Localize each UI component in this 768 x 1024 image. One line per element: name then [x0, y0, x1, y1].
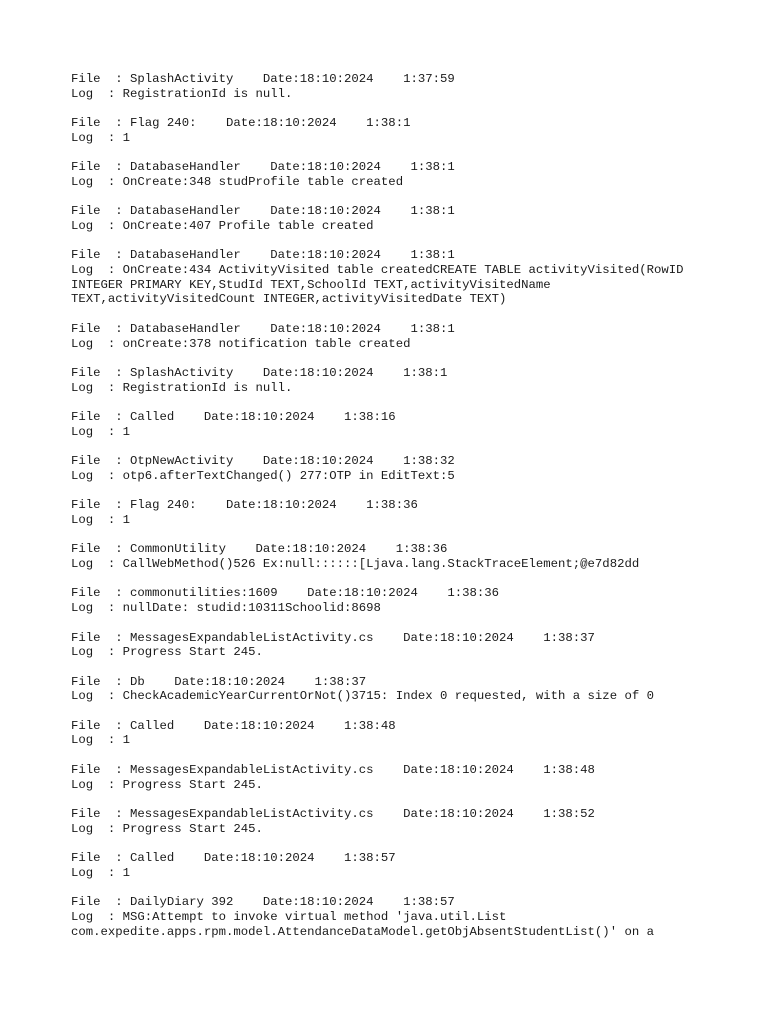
log-message-line: Log : Progress Start 245.	[71, 821, 263, 836]
log-entry	[71, 895, 751, 939]
log-message-line: Log : 1	[71, 733, 131, 748]
log-entry	[71, 72, 751, 101]
log-message-line: Log : OnCreate:348 studProfile table created	[71, 174, 404, 189]
log-entry	[71, 851, 751, 880]
log-entry	[71, 410, 751, 439]
log-document	[71, 72, 751, 939]
log-entry	[71, 586, 751, 615]
log-message-line: INTEGER PRIMARY KEY,StudId TEXT,SchoolId TEXT,activityVisitedName	[71, 277, 551, 292]
log-message-line: Log : 1	[71, 512, 131, 527]
log-message-line: Log : OnCreate:407 Profile table created	[71, 218, 374, 233]
log-entry	[71, 116, 751, 145]
log-entry	[71, 160, 751, 189]
log-file-line: File : MessagesExpandableListActivity.cs Date:18:10:2024 1:38:52	[71, 806, 595, 821]
log-file-line: File : CommonUtility Date:18:10:2024 1:38:36	[71, 542, 448, 557]
log-message-line: Log : nullDate: studid:10311Schoolid:8698	[71, 601, 381, 616]
log-message-line: Log : Progress Start 245.	[71, 777, 263, 792]
log-file-line: File : SplashActivity Date:18:10:2024 1:37:59	[71, 72, 455, 86]
log-entry-list	[71, 72, 751, 939]
log-message-line: com.expedite.apps.rpm.model.AttendanceDataModel.getObjAbsentStudentList()' on a	[71, 924, 654, 939]
log-entry	[71, 366, 751, 395]
log-message-line: Log : MSG:Attempt to invoke virtual method 'java.util.List	[71, 909, 507, 924]
log-entry	[71, 763, 751, 792]
log-message-line: Log : 1	[71, 130, 131, 145]
log-file-line: File : Flag 240: Date:18:10:2024 1:38:36	[71, 498, 418, 513]
log-file-line: File : DatabaseHandler Date:18:10:2024 1:38:1	[71, 248, 455, 263]
log-file-line: File : Called Date:18:10:2024 1:38:48	[71, 718, 396, 733]
log-entry	[71, 719, 751, 748]
log-message-line: Log : onCreate:378 notification table created	[71, 336, 411, 351]
log-entry	[71, 498, 751, 527]
log-file-line: File : MessagesExpandableListActivity.cs Date:18:10:2024 1:38:48	[71, 762, 595, 777]
log-message-line: Log : 1	[71, 424, 131, 439]
log-message-line: Log : RegistrationId is null.	[71, 86, 293, 101]
log-entry	[71, 542, 751, 571]
log-entry	[71, 631, 751, 660]
log-message-line: Log : CheckAcademicYearCurrentOrNot()3715: Index 0 requested, with a size of 0	[71, 689, 654, 704]
log-entry	[71, 322, 751, 351]
log-file-line: File : DailyDiary 392 Date:18:10:2024 1:38:57	[71, 895, 455, 910]
log-entry	[71, 675, 751, 704]
log-message-line: Log : Progress Start 245.	[71, 645, 263, 660]
log-message-line: Log : otp6.afterTextChanged() 277:OTP in EditText:5	[71, 468, 455, 483]
log-message-line: Log : OnCreate:434 ActivityVisited table createdCREATE TABLE activityVisited(RowID	[71, 263, 684, 278]
log-file-line: File : DatabaseHandler Date:18:10:2024 1:38:1	[71, 160, 455, 175]
log-message-line: TEXT,activityVisitedCount INTEGER,activityVisitedDate TEXT)	[71, 292, 507, 307]
log-message-line: Log : CallWebMethod()526 Ex:null::::::[Ljava.lang.StackTraceElement;@e7d82dd	[71, 557, 640, 572]
log-file-line: File : MessagesExpandableListActivity.cs Date:18:10:2024 1:38:37	[71, 630, 595, 645]
log-file-line: File : commonutilities:1609 Date:18:10:2024 1:38:36	[71, 586, 500, 601]
log-message-line: Log : 1	[71, 865, 131, 880]
log-file-line: File : Called Date:18:10:2024 1:38:16	[71, 410, 396, 425]
log-entry	[71, 204, 751, 233]
log-message-line: Log : RegistrationId is null.	[71, 380, 293, 395]
log-file-line: File : Db Date:18:10:2024 1:38:37	[71, 674, 367, 689]
log-entry	[71, 248, 751, 307]
log-file-line: File : OtpNewActivity Date:18:10:2024 1:38:32	[71, 454, 455, 469]
log-file-line: File : SplashActivity Date:18:10:2024 1:38:1	[71, 365, 448, 380]
log-file-line: File : DatabaseHandler Date:18:10:2024 1:38:1	[71, 204, 455, 219]
log-file-line: File : DatabaseHandler Date:18:10:2024 1:38:1	[71, 321, 455, 336]
log-entry	[71, 454, 751, 483]
log-file-line: File : Called Date:18:10:2024 1:38:57	[71, 851, 396, 865]
log-file-line: File : Flag 240: Date:18:10:2024 1:38:1	[71, 116, 411, 131]
log-entry	[71, 807, 751, 836]
